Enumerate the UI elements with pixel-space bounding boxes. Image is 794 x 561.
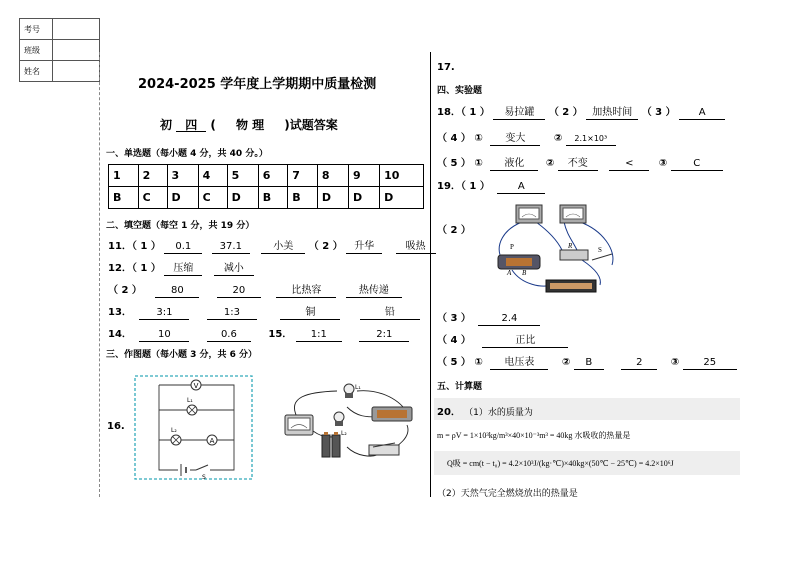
mcq-number: 5: [227, 165, 258, 187]
q19-row-5: [437, 353, 737, 370]
q19-row-1: [437, 177, 545, 194]
q15-answer: 1:1: [296, 329, 342, 342]
q18-answer: 加热时间: [586, 107, 638, 120]
svg-text:B: B: [522, 269, 527, 277]
mcq-number: 2: [138, 165, 167, 187]
q14-label: 14．: [108, 329, 132, 340]
q18-answer: 易拉罐: [493, 107, 545, 120]
info-label: 考号: [20, 19, 53, 40]
q12-answer: 压缩: [164, 263, 202, 276]
circuit-diagram: [134, 375, 254, 481]
section1-heading: 一、单选题（每小题 4 分，共 40 分。）: [106, 149, 268, 159]
q15-answer: 2:1: [359, 329, 409, 342]
mcq-number: 6: [258, 165, 288, 187]
circled-2: ②: [545, 158, 555, 169]
q18-sub-label: （ 3 ）: [641, 107, 676, 118]
q19-label: 19．（ 1 ）: [437, 181, 490, 192]
mcq-answer: B: [109, 187, 139, 209]
info-value-cell[interactable]: [53, 61, 100, 82]
q18-row-2: [437, 129, 616, 146]
q18-answer: <: [609, 158, 649, 171]
mcq-answer: C: [138, 187, 167, 209]
resistor-device: [560, 250, 588, 260]
subtitle-paren: (: [210, 118, 216, 132]
mcq-answer-table: [108, 164, 424, 209]
q12-row-2: [108, 281, 402, 298]
subtitle-pre: 初: [160, 118, 173, 132]
info-value-cell[interactable]: [53, 40, 100, 61]
svg-text:R: R: [568, 242, 573, 250]
q20-part2: （2）天然气完全燃烧放出的热量是: [437, 489, 578, 499]
q11-answer: 吸热: [396, 241, 436, 254]
mcq-answer: D: [167, 187, 198, 209]
mcq-answer: D: [317, 187, 348, 209]
q16-label: 16.: [107, 421, 125, 432]
mcq-number: 8: [317, 165, 348, 187]
q13-answer: 铜: [280, 307, 340, 320]
circled-2: ②: [561, 357, 571, 368]
circled-3: ③: [670, 357, 680, 368]
mcq-number: 9: [348, 165, 379, 187]
student-info-table: [19, 18, 100, 82]
q19-sub-label: （ 2 ）: [437, 225, 471, 236]
mcq-number: 4: [198, 165, 227, 187]
q11-sub-label: （ 2 ）: [308, 241, 343, 252]
q19-answer: 25: [683, 357, 737, 370]
q19-sub-label: （ 5 ）: [437, 357, 471, 368]
q12-sub-label: （ 2 ）: [108, 285, 142, 296]
q18-answer: 变大: [490, 133, 540, 146]
q11-row: [108, 237, 436, 254]
q13-answer: 1:3: [207, 307, 257, 320]
mcq-answer: D: [348, 187, 379, 209]
q19-answer: 2.4: [478, 313, 540, 326]
q19-answer: 正比: [482, 335, 568, 348]
mcq-number: 1: [109, 165, 139, 187]
q12-answer: 比热容: [276, 285, 336, 298]
circled-1: ①: [474, 133, 483, 144]
q18-answer: 不变: [558, 158, 598, 171]
circled-3: ③: [658, 158, 668, 169]
battery-icon: [322, 435, 330, 457]
q18-row-3: [437, 154, 723, 171]
svg-text:P: P: [510, 243, 514, 251]
q19-answer: 电压表: [490, 357, 548, 370]
q11-answer: 小美: [261, 241, 305, 254]
q13-label: 13．: [108, 307, 132, 318]
physical-circuit-illustration: [277, 377, 423, 467]
bulb-icon: [334, 412, 344, 422]
bulb-icon: [344, 384, 354, 394]
info-label: 姓名: [20, 61, 53, 82]
lamp-l1-label: L₁: [187, 397, 193, 404]
lamp-l2-label: L₂: [171, 427, 177, 434]
circled-2: ②: [553, 133, 563, 144]
q14-answer: 0.6: [207, 329, 251, 342]
q18-answer: C: [671, 158, 723, 171]
info-label: 班级: [20, 40, 53, 61]
q12-answer: 20: [217, 285, 261, 298]
subtitle-suffix: )试题答案: [284, 118, 338, 132]
q12-row: [108, 259, 254, 276]
q18-sub-label: （ 2 ）: [548, 107, 583, 118]
mcq-number: 10: [380, 165, 424, 187]
q19-answer: 2: [621, 357, 657, 370]
section2-heading: 二、填空题（每空 1 分，共 19 分）: [106, 221, 255, 231]
q11-label: 11．（ 1 ）: [108, 241, 161, 252]
q12-answer: 减小: [214, 263, 254, 276]
q19-row-3: [437, 309, 540, 326]
q13-answer: 3:1: [139, 307, 189, 320]
q20-row-1: [437, 403, 533, 418]
q19-row-4: [437, 331, 568, 348]
q11-answer: 37.1: [212, 241, 250, 254]
switch-label: S: [202, 474, 206, 481]
info-value-cell[interactable]: [53, 19, 100, 40]
circled-1: ①: [474, 158, 483, 169]
q18-answer: 2.1×10³: [566, 133, 616, 146]
q14-answer: 10: [139, 329, 189, 342]
q20-part1: （1）水的质量为: [464, 408, 533, 418]
q20-equation-2: Q吸 = cm(t − t₀) = 4.2×10³J/(kg·℃)×40kg×(50℃ − 25℃) = 4.2×10⁶J: [447, 459, 674, 468]
q18-answer: A: [679, 107, 725, 120]
grade-value: 四: [176, 119, 206, 132]
mcq-answer: D: [380, 187, 424, 209]
section4-heading: 四、实验题: [437, 86, 483, 96]
mcq-answer: D: [227, 187, 258, 209]
mcq-number: 7: [288, 165, 318, 187]
section5-heading: 五、计算题: [437, 382, 483, 392]
q19-sub-label: （ 4 ）: [437, 335, 471, 346]
section3-heading: 三、作图题（每小题 3 分，共 6 分）: [106, 350, 258, 360]
q19-answer: B: [574, 357, 604, 370]
mcq-answer: B: [288, 187, 318, 209]
experiment-apparatus: [492, 200, 628, 298]
svg-text:S: S: [598, 246, 602, 254]
q18-sub-label: （ 4 ）: [437, 133, 471, 144]
column-divider: [430, 52, 431, 497]
q18-answer: 液化: [490, 158, 538, 171]
q12-answer: 80: [155, 285, 199, 298]
binding-line: [99, 52, 100, 497]
mcq-answer: C: [198, 187, 227, 209]
q18-row-1: [437, 103, 725, 120]
q11-answer: 升华: [346, 241, 382, 254]
bulb-l2-label: L₂: [341, 430, 347, 437]
q13-row: [108, 303, 420, 320]
q19-sub-label: （ 3 ）: [437, 313, 471, 324]
bulb-l1-label: L₁: [355, 384, 361, 391]
svg-text:A: A: [507, 269, 512, 277]
q15-label: 15．: [268, 329, 293, 340]
ammeter-label: A: [209, 437, 215, 445]
subject-value: 物 理: [235, 118, 265, 132]
q17-label: 17.: [437, 62, 455, 73]
circled-1: ①: [474, 357, 483, 368]
mcq-number: 3: [167, 165, 198, 187]
q20-equation-1: m = ρV = 1×10³kg/m³×40×10⁻³m³ = 40kg 水吸收的热量是: [437, 431, 631, 440]
q18-label: 18．（ 1 ）: [437, 107, 490, 118]
q19-answer: A: [497, 181, 545, 194]
q18-sub-label: （ 5 ）: [437, 158, 471, 169]
battery-icon: [332, 435, 340, 457]
page-title: 2024-2025 学年度上学期期中质量检测: [138, 77, 377, 92]
voltmeter-label: V: [193, 382, 199, 390]
q20-label: 20．: [437, 407, 461, 418]
q12-label: 12．（ 1 ）: [108, 263, 161, 274]
mcq-answer: B: [258, 187, 288, 209]
q11-answer: 0.1: [164, 241, 202, 254]
page-subtitle: [160, 116, 338, 133]
q14-q15-row: [108, 325, 409, 342]
q12-answer: 热传递: [346, 285, 402, 298]
q13-answer: 铅: [360, 307, 420, 320]
